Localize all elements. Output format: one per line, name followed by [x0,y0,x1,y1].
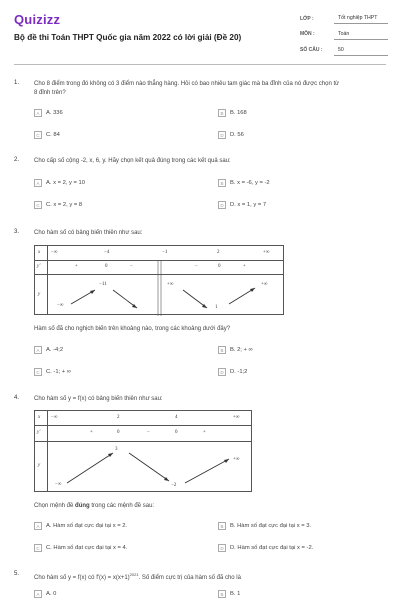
answer-option-c[interactable]: C C. 84 [34,131,60,139]
answer-option-b[interactable]: B B. 1 [218,590,240,598]
question-text: Cho 8 điểm trong đó không có 3 điểm nào thẳng hàng. Hỏi có bao nhiêu tam giác mà ba đỉnh của nó được chọn từ 8 đỉnh trên? [34,81,340,96]
table-sign: + [243,264,246,269]
answer-option-d[interactable]: D D. 56 [218,131,244,139]
answer-option-b[interactable]: B B. x = -6, y = -2 [218,179,270,187]
table-x-value: +∞ [263,250,270,255]
table-sign: 0 [175,430,178,435]
table-x-value: 4 [175,415,178,420]
answer-option-b[interactable]: B B. Hàm số đạt cực đại tại x = 3. [218,522,311,530]
table-sign: + [90,430,93,435]
question-number: 2. [14,157,20,163]
table-y-value: −2 [171,483,177,488]
table-sign: − [147,430,150,435]
table-yprime-label: y' [37,264,41,269]
class-value: Tốt nghiệp THPT [338,15,378,21]
table-y-value: +∞ [167,282,174,287]
question-text: Cho hàm số y = f(x) có $f'(x) = x(x+1)^{2021}$. Số điểm cực trị của hàm số đã cho là [34,572,241,581]
table-x-value: 2 [217,250,220,255]
header-divider [14,64,386,65]
answer-option-c[interactable]: C C. -1; + ∞ [34,368,71,376]
answer-option-a[interactable]: A A. -4;2 [34,346,63,354]
variation-arrows [35,246,285,316]
question-text: Cho hàm số có bảng biến thiên như sau: [34,230,143,236]
table-sign: 0 [117,430,120,435]
answer-option-a[interactable]: A A. Hàm số đạt cực đại tại x = 2. [34,522,127,530]
quizizz-logo: Quizizz [14,12,61,27]
count-label: SỐ CÂU : [300,47,323,53]
question-number: 4. [14,395,20,401]
table-sign: − [195,264,198,269]
table-y-value: +∞ [233,457,240,462]
subject-value: Toán [338,31,350,37]
table-sign: 0 [218,264,221,269]
table-sign: + [75,264,78,269]
table-x-label: x [38,250,41,255]
document-title: Bộ đề thi Toán THPT Quốc gia năm 2022 có lời giải (Đề 20) [14,33,242,42]
question-subtext: Chọn mệnh đề đúng trong các mệnh đề sau: [34,503,155,509]
table-sign: 0 [105,264,108,269]
table-y-value: −∞ [57,303,64,308]
table-y-value: +∞ [261,282,268,287]
variation-arrows [35,411,253,493]
variation-table [34,410,252,492]
answer-option-b[interactable]: B B. 2; + ∞ [218,346,253,354]
answer-option-d[interactable]: D D. x = 1, y = 7 [218,201,266,209]
question-number: 1. [14,80,20,86]
subject-label: MÔN : [300,31,315,37]
table-x-value: +∞ [233,415,240,420]
table-x-value: −∞ [51,250,58,255]
answer-option-a[interactable]: A A. x = 2, y = 10 [34,179,85,187]
table-y-value: 1 [215,305,218,310]
table-sign: + [203,430,206,435]
subject-underline [334,39,388,40]
table-x-value: −1 [162,250,168,255]
table-x-label: x [38,415,41,420]
answer-option-a[interactable]: A A. 336 [34,109,63,117]
table-y-label: y [38,463,41,468]
question-number: 5. [14,571,20,577]
answer-option-c[interactable]: C C. x = 2, y = 8 [34,201,82,209]
table-x-value: −4 [104,250,110,255]
question-number: 3. [14,229,20,235]
question-text: Cho cấp số cộng -2, x, 6, y. Hãy chọn kết quả đúng trong các kết quả sau: [34,158,231,164]
answer-option-c[interactable]: C C. Hàm số đạt cực đại tại x = 4. [34,544,127,552]
class-underline [334,23,388,24]
table-sign: − [130,264,133,269]
table-y-value: −11 [99,282,107,287]
table-x-value: −∞ [51,415,58,420]
table-y-value: 3 [115,447,118,452]
question-text: Cho hàm số y = f(x) có bảng biến thiên như sau: [34,396,163,402]
table-x-value: 2 [117,415,120,420]
answer-option-b[interactable]: B B. 168 [218,109,247,117]
count-value: 50 [338,47,344,53]
table-yprime-label: y' [37,430,41,435]
table-y-value: −∞ [55,482,62,487]
answer-option-a[interactable]: A A. 0 [34,590,56,598]
variation-table [34,245,284,315]
count-underline [334,55,388,56]
table-y-label: y [38,292,41,297]
class-label: LỚP : [300,16,314,22]
question-subtext: Hàm số đã cho nghịch biến trên khoảng nào, trong các khoảng dưới đây? [34,326,231,332]
answer-option-d[interactable]: D D. -1;2 [218,368,247,376]
answer-option-d[interactable]: D D. Hàm số đạt cực đại tại x = -2. [218,544,313,552]
